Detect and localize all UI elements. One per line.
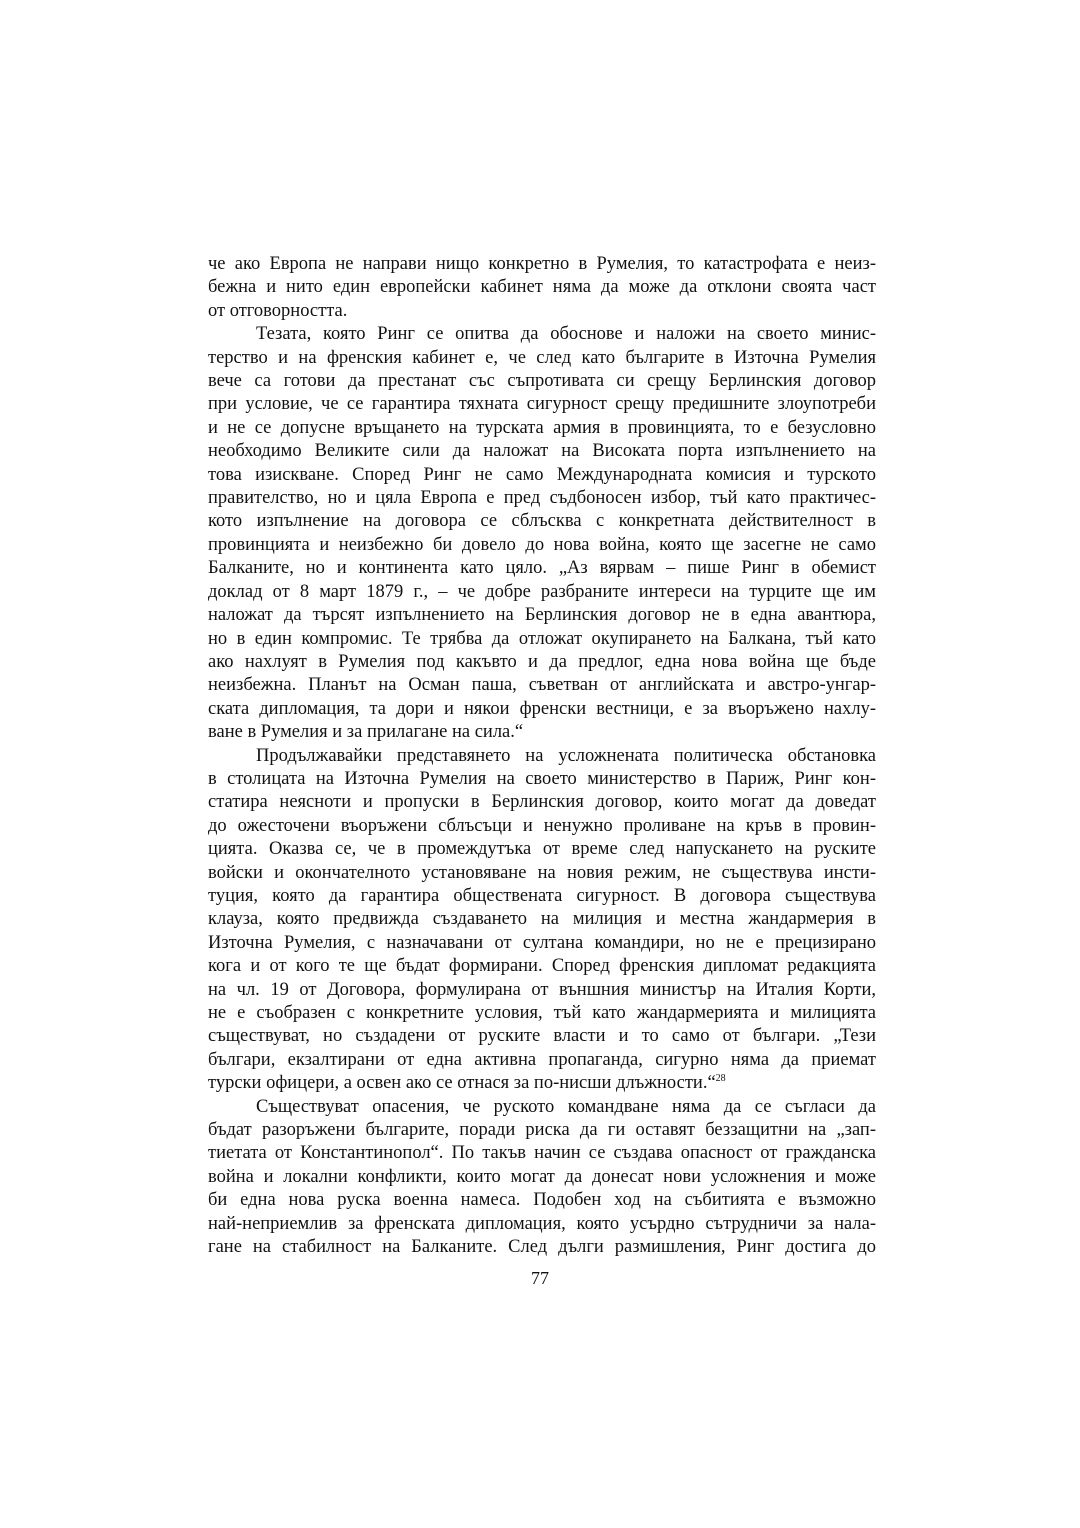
text-line: на чл. 19 от Договора, формулирана от външния министър на Италия Корти, [208, 979, 876, 1000]
text-line: Съществуват опасения, че руското командване няма да се съгласи да [256, 1096, 876, 1117]
text-line: гане на стабилност на Балканите. След дълги размишления, Ринг достига до [208, 1237, 876, 1258]
text-line: кото изпълнение на договора се сблъсква с конкретната действителност в [208, 511, 876, 532]
text-line: туция, която да гарантира обществената сигурност. В договора съществува [208, 885, 876, 906]
text-line: Тезата, която Ринг се опитва да обоснове и наложи на своето минис- [256, 324, 876, 345]
text-line: бъдат разоръжени българите, поради риска да ги оставят беззащитни на „зап- [208, 1120, 876, 1141]
text-line: българи, екзалтирани от една активна пропаганда, сигурно няма да приемат [208, 1049, 876, 1070]
text-line: ако нахлуят в Румелия под какъвто и да предлог, една нова война ще бъде [208, 651, 876, 672]
text-line: наложат да търсят изпълнението на Берлинския договор не в една авантюра, [208, 605, 876, 626]
text-line: турски офицери, а освен ако се отнася за по-нисши длъжности.“$^{28}$ [208, 1073, 726, 1094]
text-line: тиетата от Константинопол“. По такъв начин се създава опасност от гражданска [208, 1143, 876, 1164]
text-line: необходимо Великите сили да наложат на Високата порта изпълнението на [208, 441, 876, 462]
text-line: до ожесточени въоръжени сблъсъци и ненужно проливане на кръв в провин- [208, 815, 876, 836]
paragraph [208, 745, 876, 1096]
text-line: статира неясноти и пропуски в Берлинския договор, които могат да доведат [208, 792, 876, 813]
text-line: неизбежна. Планът на Осман паша, съветван от английската и австро-унгар- [208, 675, 876, 696]
text-line: не е съобразен с конкретните условия, тъй като жандармерията и милицията [208, 1003, 876, 1023]
text-line: при условие, че се гарантира тяхната сигурност срещу предишните злоупотреби [208, 394, 876, 415]
text-line: но в един компромис. Те трябва да отложат окупирането на Балкана, тъй като [208, 628, 876, 649]
paragraph [208, 253, 876, 323]
text-line: войски и окончателното установяване на новия режим, не съществува инсти- [208, 862, 876, 883]
text-line: бежна и нито един европейски кабинет няма да може да отклони своята част [208, 277, 876, 298]
text-line: терство и на френския кабинет е, че след като българите в Източна Румелия [208, 347, 876, 368]
text-line: ване в Румелия и за прилагане на сила.“ [208, 722, 524, 743]
text-line: би една нова руска военна намеса. Подобен ход на събитията е възможно [208, 1190, 876, 1211]
text-line: най-неприемлив за френската дипломация, която усърдно сътрудничи за нала- [208, 1213, 876, 1234]
footnote-reference[interactable]: 28 [715, 1073, 726, 1085]
text-line: кога и от кого те ще бъдат формирани. Според френския дипломат редакцията [208, 956, 876, 977]
text-line: вече са готови да престанат със съпротивата си срещу Берлинския договор [208, 371, 876, 392]
text-line: че ако Европа не направи нищо конкретно в Румелия, то катастрофата е неиз- [208, 254, 876, 274]
text-line: съществуват, но създадени от руските власти и то само от българи. „Тези [208, 1026, 876, 1047]
paragraph [208, 323, 876, 744]
text-line: цията. Оказва се, че в промеждутъка от време след напускането на руските [208, 839, 876, 860]
text-line: война и локални конфликти, които могат да донесат нови усложнения и може [208, 1166, 876, 1187]
paragraph [208, 1096, 876, 1260]
text-line: Продължавайки представянето на усложнената политическа обстановка [256, 745, 876, 766]
text-line: и не се допусне връщането на турската армия в провинцията, то е безусловно [208, 417, 876, 438]
page-number: 77 [531, 1268, 549, 1288]
text-line: клауза, която предвижда създаването на милиция и местна жандармерия в [208, 909, 876, 930]
text-line: правителство, но и цяла Европа е пред съдбоносен избор, тъй като практичес- [208, 488, 876, 509]
text-line: Източна Румелия, с назначавани от султана командири, но не е прецизирано [208, 932, 876, 953]
text-line: това изискване. Според Ринг не само Международната комисия и турското [208, 464, 876, 485]
text-line: в столицата на Източна Румелия на своето министерство в Париж, Ринг кон- [208, 768, 876, 789]
body-text [208, 253, 876, 1259]
text-line: ската дипломация, та дори и някои френски вестници, е за въоръжено нахлу- [208, 698, 876, 719]
text-line: доклад от 8 март 1879 г., – че добре разбраните интереси на турците ще им [208, 581, 876, 602]
text-line: Балканите, но и континента като цяло. „Аз вярвам – пише Ринг в обемист [208, 558, 876, 579]
text-line: провинцията и неизбежно би довело до нова война, която ще засегне не само [208, 534, 876, 555]
text-line: от отговорността. [208, 300, 348, 321]
